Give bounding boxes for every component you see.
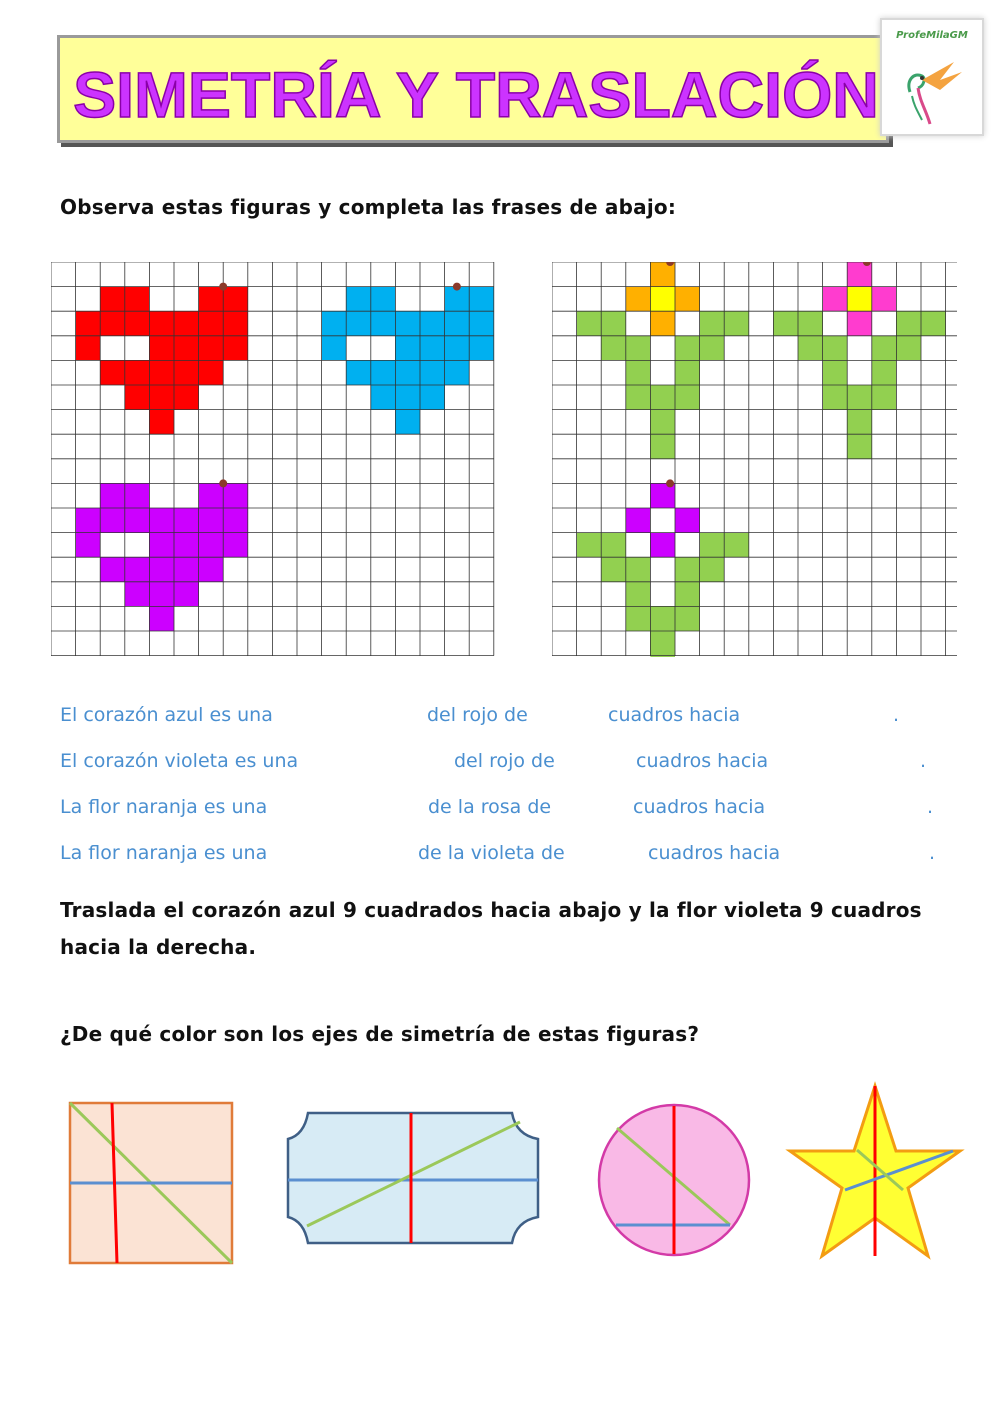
cell xyxy=(76,311,101,336)
cell xyxy=(125,508,150,533)
cell xyxy=(675,385,700,410)
sentence-part: de la rosa de xyxy=(428,796,552,818)
sentence-part: cuadros hacia xyxy=(608,704,741,726)
cell xyxy=(872,287,897,312)
sentence-part: El corazón violeta es una xyxy=(60,750,299,772)
cell xyxy=(125,483,150,508)
cell xyxy=(149,385,174,410)
cell xyxy=(872,385,897,410)
cell xyxy=(675,287,700,312)
cell xyxy=(469,336,494,361)
cell xyxy=(700,533,725,558)
cell xyxy=(199,533,224,558)
cell xyxy=(921,311,946,336)
cell xyxy=(346,287,371,312)
cell xyxy=(675,582,700,607)
cell xyxy=(420,360,445,385)
cell xyxy=(174,557,199,582)
cell xyxy=(601,336,626,361)
cell xyxy=(724,533,749,558)
cell xyxy=(650,533,675,558)
cell xyxy=(100,287,125,312)
cell xyxy=(223,508,248,533)
translate-task-line1: Traslada el corazón azul 9 cuadrados hacia abajo y la flor violeta 9 cuadros xyxy=(60,898,922,922)
cell xyxy=(626,360,651,385)
cell xyxy=(823,287,848,312)
cell xyxy=(601,311,626,336)
cell xyxy=(601,533,626,558)
cell xyxy=(149,508,174,533)
cell xyxy=(149,336,174,361)
cell xyxy=(823,336,848,361)
cell xyxy=(650,631,675,656)
axes-question: ¿De qué color son los ejes de simetría de estas figuras? xyxy=(60,1022,700,1046)
cell xyxy=(346,360,371,385)
cell xyxy=(199,311,224,336)
cell xyxy=(872,336,897,361)
cell xyxy=(174,360,199,385)
cell xyxy=(798,336,823,361)
sentence-part: de la violeta de xyxy=(418,842,565,864)
sentence-part: cuadros hacia xyxy=(633,796,766,818)
sentence-part: La flor naranja es una xyxy=(60,796,268,818)
cell xyxy=(174,533,199,558)
cell xyxy=(322,336,347,361)
cell xyxy=(149,533,174,558)
reference-dot xyxy=(219,479,227,487)
cell xyxy=(346,311,371,336)
cell xyxy=(675,360,700,385)
cell xyxy=(650,287,675,312)
cell xyxy=(847,311,872,336)
cell xyxy=(847,385,872,410)
cell xyxy=(395,336,420,361)
cell xyxy=(626,336,651,361)
reference-dot xyxy=(666,479,674,487)
cell xyxy=(724,311,749,336)
cell xyxy=(675,606,700,631)
sentence-part: cuadros hacia xyxy=(636,750,769,772)
cell xyxy=(174,385,199,410)
cell xyxy=(675,557,700,582)
filled-cells xyxy=(577,262,946,657)
star-figure xyxy=(785,1080,965,1265)
cell xyxy=(675,508,700,533)
cell xyxy=(199,360,224,385)
cell xyxy=(601,557,626,582)
cell xyxy=(395,385,420,410)
cell xyxy=(650,311,675,336)
cell xyxy=(371,385,396,410)
cell xyxy=(100,311,125,336)
reference-dot xyxy=(219,283,227,291)
sentence-end: . xyxy=(927,796,934,818)
cell xyxy=(199,557,224,582)
cell xyxy=(125,311,150,336)
instruction: Observa estas figuras y completa las frases de abajo: xyxy=(60,195,677,219)
cell xyxy=(577,533,602,558)
page-title: SIMETRÍA Y TRASLACIÓN xyxy=(73,59,879,132)
cell xyxy=(371,360,396,385)
circle-figure xyxy=(590,1100,755,1260)
cell xyxy=(100,483,125,508)
cell xyxy=(420,311,445,336)
cell xyxy=(650,434,675,459)
cell xyxy=(199,336,224,361)
cell xyxy=(149,410,174,435)
cell xyxy=(650,606,675,631)
cell xyxy=(371,311,396,336)
cell xyxy=(223,311,248,336)
cell xyxy=(125,582,150,607)
cell xyxy=(174,311,199,336)
cell xyxy=(626,582,651,607)
cell xyxy=(700,557,725,582)
sentence-part: El corazón azul es una xyxy=(60,704,273,726)
cell xyxy=(798,311,823,336)
cell xyxy=(700,336,725,361)
cell xyxy=(100,557,125,582)
cell xyxy=(896,336,921,361)
cell xyxy=(847,287,872,312)
cell xyxy=(76,533,101,558)
cell xyxy=(125,557,150,582)
cell xyxy=(469,287,494,312)
cell xyxy=(223,287,248,312)
title-art xyxy=(60,38,892,146)
cell xyxy=(149,557,174,582)
cell xyxy=(823,385,848,410)
logo xyxy=(880,18,984,136)
cell xyxy=(223,336,248,361)
cell xyxy=(650,410,675,435)
cell xyxy=(626,385,651,410)
hummingbird-icon xyxy=(900,50,968,130)
sentence-end: . xyxy=(920,750,927,772)
cell xyxy=(577,311,602,336)
cell xyxy=(773,311,798,336)
cell xyxy=(174,336,199,361)
square-figure xyxy=(60,1090,250,1270)
cell xyxy=(76,508,101,533)
cell xyxy=(675,336,700,361)
cell xyxy=(223,533,248,558)
cell xyxy=(199,508,224,533)
cell xyxy=(872,360,897,385)
sentence-part: La flor naranja es una xyxy=(60,842,268,864)
sentence-part: cuadros hacia xyxy=(648,842,781,864)
reference-dot xyxy=(453,283,461,291)
cell xyxy=(100,508,125,533)
cell xyxy=(847,434,872,459)
cell xyxy=(149,360,174,385)
cell xyxy=(445,311,470,336)
title-banner xyxy=(57,35,889,143)
sentence-end: . xyxy=(893,704,900,726)
grid-hearts xyxy=(51,262,503,657)
cell xyxy=(223,483,248,508)
sentence-end: . xyxy=(929,842,936,864)
sentence-part: del rojo de xyxy=(427,704,528,726)
cell xyxy=(626,287,651,312)
cell xyxy=(420,385,445,410)
cell xyxy=(626,606,651,631)
cell xyxy=(626,508,651,533)
cell xyxy=(174,582,199,607)
cell xyxy=(100,360,125,385)
grid-flowers xyxy=(552,262,957,657)
cell xyxy=(125,360,150,385)
cell xyxy=(847,410,872,435)
cell xyxy=(420,336,445,361)
cell xyxy=(125,287,150,312)
cell xyxy=(700,311,725,336)
cell xyxy=(395,311,420,336)
cell xyxy=(149,582,174,607)
sentence-part: del rojo de xyxy=(454,750,555,772)
cell xyxy=(823,360,848,385)
cell xyxy=(76,336,101,361)
cell xyxy=(445,336,470,361)
cell xyxy=(650,385,675,410)
cell xyxy=(199,483,224,508)
cell xyxy=(395,360,420,385)
cell xyxy=(149,606,174,631)
cell xyxy=(322,311,347,336)
cell xyxy=(445,360,470,385)
cell xyxy=(199,287,224,312)
logo-text: ProfeMilaGM xyxy=(896,30,968,41)
cell xyxy=(626,557,651,582)
cell xyxy=(469,311,494,336)
translate-task-line2: hacia la derecha. xyxy=(60,935,257,959)
cell xyxy=(125,385,150,410)
rectangle-figure xyxy=(280,1105,545,1250)
cell xyxy=(896,311,921,336)
cell xyxy=(371,287,396,312)
cell xyxy=(395,410,420,435)
cell xyxy=(174,508,199,533)
cell xyxy=(149,311,174,336)
